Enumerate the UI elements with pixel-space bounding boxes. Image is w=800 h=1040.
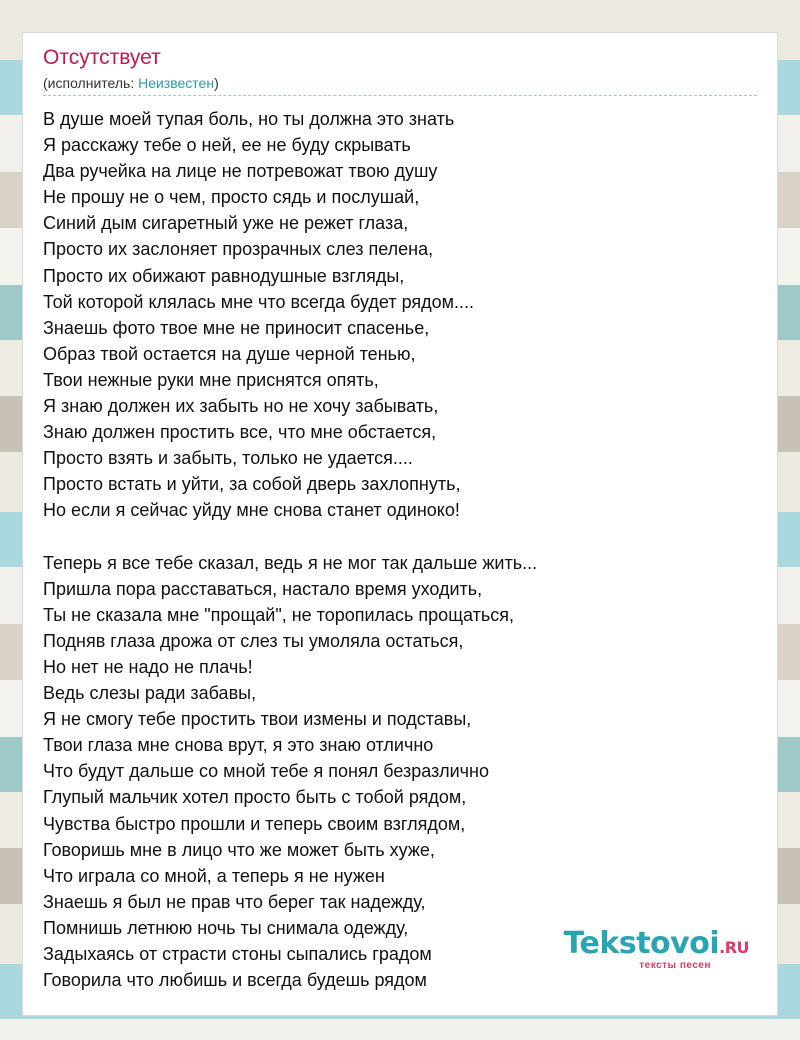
lyric-line: Просто их обижают равнодушные взгляды, [43,265,405,286]
lyric-line: Помнишь летнюю ночь ты снимала одежду, [43,917,409,938]
lyric-line: Я знаю должен их забыть но не хочу забывать, [43,396,439,417]
lyric-line: Подняв глаза дрожа от слез ты умоляла остаться, [43,630,464,651]
logo-main-text: Tekstovoi [563,926,720,961]
lyric-line: Я не смогу тебе простить твои измены и подставы, [43,709,472,730]
site-logo[interactable] [529,927,749,977]
lyric-line: Знаешь фото твое мне не приносит спасенье, [43,317,430,338]
lyric-line: Знаешь я был не прав что берег так надежду, [43,891,426,912]
lyric-line: Не прошу не о чем, просто сядь и послушай, [43,187,420,208]
lyric-line: Твои глаза мне снова врут, я это знаю отлично [43,735,434,756]
artist-link[interactable]: Неизвестен [138,75,215,91]
lyric-line: Просто их заслоняет прозрачных слез пелена, [43,239,434,260]
lyric-line: Ведь слезы ради забавы, [43,683,257,704]
lyric-line: В душе моей тупая боль, но ты должна это знать [43,109,455,129]
lyric-line: Говорила что любишь и всегда будешь рядом [43,970,427,991]
lyric-line: Твои нежные руки мне приснятся опять, [43,369,379,390]
logo-suffix: .RU [719,938,749,957]
lyric-line: Но нет не надо не плачь! [43,656,253,677]
lyric-line: Пришла пора расставаться, настало время уходить, [43,578,483,599]
lyrics-text [43,106,753,1019]
lyric-line: Образ твой остается на душе черной тенью, [43,343,416,364]
lyric-line: Я расскажу тебе о ней, ее не буду скрывать [43,135,411,156]
lyric-line: Просто взять и забыть, только не удается.... [43,448,413,469]
artist-prefix: (исполнитель: [43,75,139,91]
lyric-line: Синий дым сигаретный уже не режет глаза, [43,213,409,234]
title-divider [43,95,757,96]
lyric-line: Что играла со мной, а теперь я не нужен [43,865,385,886]
lyric-line: Ты не сказала мне "прощай", не торопилась прощаться, [43,604,514,625]
lyric-line: Знаю должен простить все, что мне обстается, [43,422,437,443]
lyric-line: Что будут дальше со мной тебе я понял безразлично [43,761,489,782]
verse [43,106,753,524]
lyric-line: Чувства быстро прошли и теперь своим взглядом, [43,813,466,834]
song-title: Отсутствует [43,46,161,69]
lyric-line: Теперь я все тебе сказал, ведь я не мог так дальше жить... [43,552,538,573]
lyric-line: Говоришь мне в лицо что же может быть хуже, [43,839,435,860]
logo-tagline: тексты песен [639,960,711,971]
lyric-line: Два ручейка на лице не потревожат твою душу [43,161,438,182]
artist-line [43,74,219,92]
artist-suffix: ) [214,75,219,91]
lyric-line: Но если я сейчас уйду мне снова станет одиноко! [43,500,460,521]
lyrics-card [22,32,778,1016]
lyric-line: Задыхаясь от страсти стоны сыпались градом [43,944,432,964]
lyric-line: Глупый мальчик хотел просто быть с тобой рядом, [43,787,467,808]
lyric-line: Той которой клялась мне что всегда будет рядом.... [43,291,475,312]
lyric-line: Просто встать и уйти, за собой дверь захлопнуть, [43,474,461,495]
